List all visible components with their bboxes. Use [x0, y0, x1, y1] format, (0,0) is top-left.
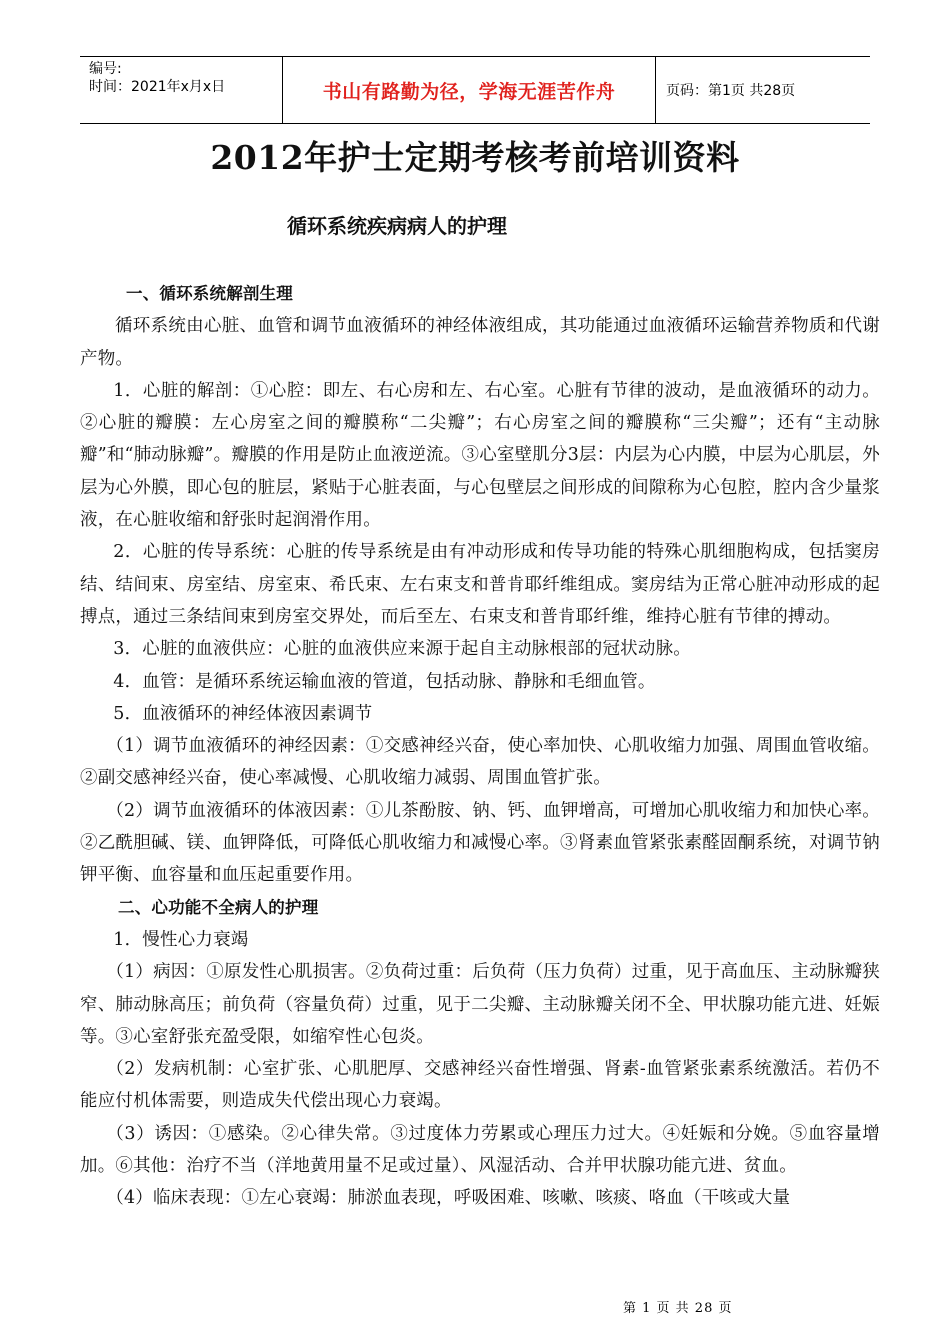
paragraph: 3．心脏的血液供应：心脏的血液供应来源于起自主动脉根部的冠状动脉。	[113, 639, 691, 660]
page-header-table	[80, 56, 870, 124]
paragraph: 1．心脏的解剖：①心腔：即左、右心房和左、右心室。心脏有节律的波动，是血液循环的动力。②心脏的瓣膜：左心房室之间的瓣膜称“二尖瓣”；右心房室之间的瓣膜称“三尖瓣”；还有“主动脉瓣”和“肺动脉瓣”。瓣膜的作用是防止血液逆流。③心室壁肌分3层：内层为心内膜，中层为心肌层，外层为心外膜，即心包的脏层，紧贴于心脏表面，与心包壁层之间形成的间隙称为心包腔，腔内含少量浆液，在心脏收缩和舒张时起润滑作用。	[80, 380, 880, 531]
document-body	[80, 278, 880, 1215]
document-title: 2012年护士定期考核考前培训资料	[210, 138, 740, 177]
paragraph: （1）病因：①原发性心肌损害。②负荷过重：后负荷（压力负荷）过重，见于高血压、主动脉瓣狭窄、肺动脉高压；前负荷（容量负荷）过重，见于二尖瓣、主动脉瓣关闭不全、甲状腺功能亢进、妊娠等。③心室舒张充盈受限，如缩窄性心包炎。	[80, 962, 880, 1047]
header-meta-cell	[80, 57, 283, 123]
paragraph: 2．心脏的传导系统：心脏的传导系统是由有冲动形成和传导功能的特殊心肌细胞构成，包括窦房结、结间束、房室结、房室束、希氏束、左右束支和普肯耶纤维组成。窦房结为正常心脏冲动形成的起搏点，通过三条结间束到房室交界处，而后至左、右束支和普肯耶纤维，维持心脏有节律的搏动。	[80, 542, 880, 627]
paragraph: 1．慢性心力衰竭	[113, 929, 249, 950]
page-footer: 第 1 页 共 28 页	[623, 1301, 733, 1316]
paragraph: （2）发病机制：心室扩张、心肌肥厚、交感神经兴奋性增强、肾素-血管紧张素系统激活。若仍不能应付机体需要，则造成失代偿出现心力衰竭。	[80, 1059, 880, 1112]
serial-number-label: 编号:	[89, 61, 122, 77]
paragraph: （3）诱因：①感染。②心律失常。③过度体力劳累或心理压力过大。④妊娠和分娩。⑤血容量增加。⑥其他：治疗不当（洋地黄用量不足或过量）、风湿活动、合并甲状腺功能亢进、贫血。	[80, 1123, 880, 1177]
paragraph: 循环系统由心脏、血管和调节血液循环的神经体液组成，其功能通过血液循环运输营养物质和代谢产物。	[80, 316, 880, 369]
date-label: 时间：2021年x月x日	[89, 79, 226, 95]
document-subtitle: 循环系统疾病病人的护理	[287, 214, 507, 238]
section-heading-heart-failure: 二、心功能不全病人的护理	[118, 897, 319, 917]
header-motto: 书山有路勤为径，学海无涯苦作舟	[283, 57, 656, 123]
paragraph: 5．血液循环的神经体液因素调节	[113, 703, 373, 724]
paragraph: 4．血管：是循环系统运输血液的管道，包括动脉、静脉和毛细血管。	[113, 671, 656, 692]
paragraph: （4）临床表现：①左心衰竭：肺淤血表现，呼吸困难、咳嗽、咳痰、咯血（干咳或大量	[106, 1188, 791, 1209]
header-page-info: 页码：第1页 共28页	[666, 83, 796, 99]
paragraph: （1）调节血液循环的神经因素：①交感神经兴奋，使心率加快、心肌收缩力加强、周围血管收缩。②副交感神经兴奋，使心率减慢、心肌收缩力减弱、周围血管扩张。	[80, 736, 880, 789]
paragraph: （2）调节血液循环的体液因素：①儿茶酚胺、钠、钙、血钾增高，可增加心肌收缩力和加快心率。②乙酰胆碱、镁、血钾降低，可降低心肌收缩力和减慢心率。③肾素血管紧张素醛固酮系统，对调节钠钾平衡、血容量和血压起重要作用。	[80, 800, 880, 886]
section-heading-anatomy: 一、循环系统解剖生理	[126, 284, 293, 303]
